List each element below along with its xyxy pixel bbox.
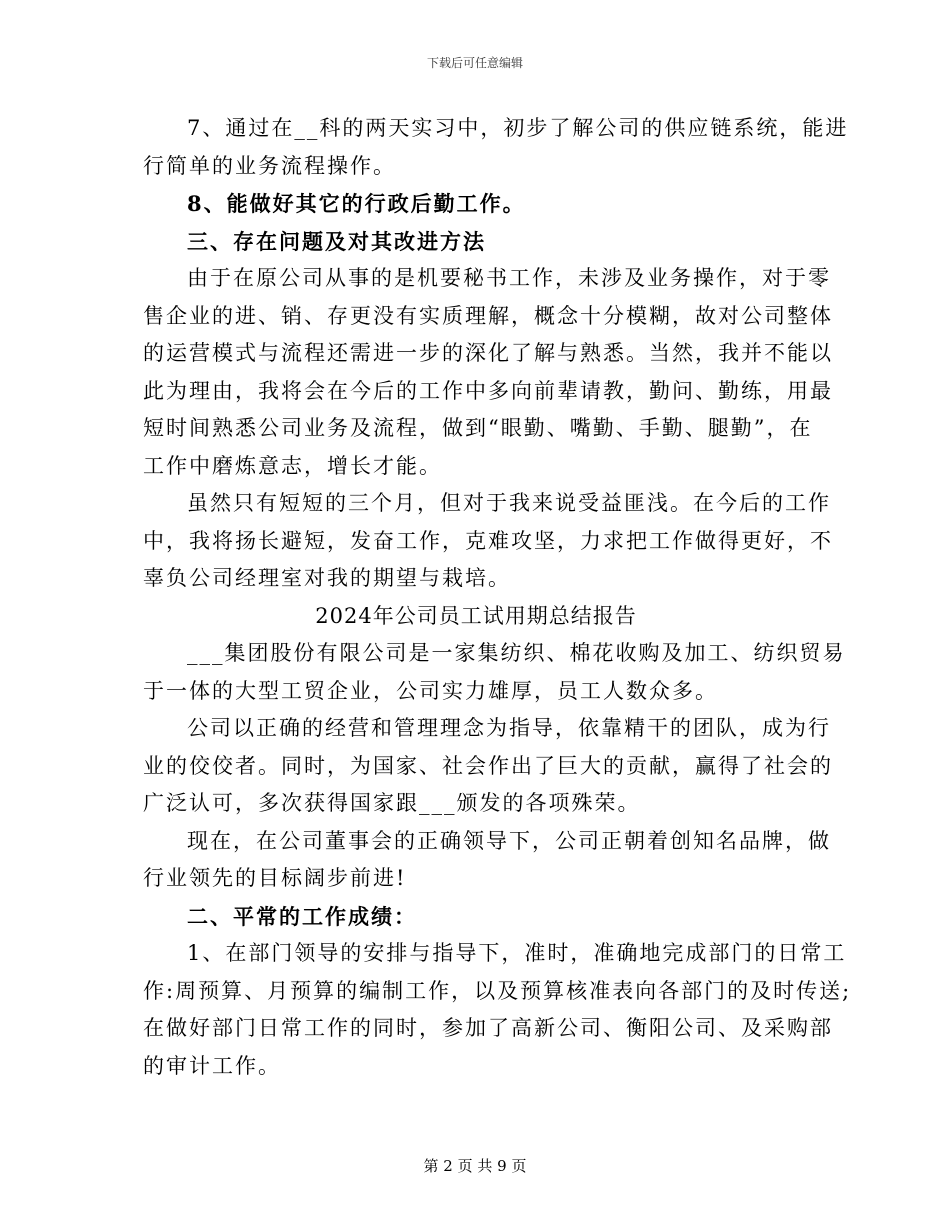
text-line: 售企业的进、销、存更没有实质理解，概念十分模糊，故对公司整体 (143, 303, 833, 328)
text-line: ___集团股份有限公司是一家集纺织、棉花收购及加工、纺织贸易 (187, 641, 846, 665)
text-line: 的审计工作。 (143, 1053, 281, 1078)
text-line: 行简单的业务流程操作。 (143, 153, 396, 178)
text-line: 7、通过在__科的两天实习中，初步了解公司的供应链系统，能进 (187, 116, 849, 140)
text-line: 作:周预算、月预算的编制工作，以及预算核准表向各部门的及时传送; (143, 978, 852, 1003)
text-line: 由于在原公司从事的是机要秘书工作，未涉及业务操作，对于零 (187, 266, 831, 290)
text-line: 此为理由，我将会在今后的工作中多向前辈请教，勤问、勤练，用最 (143, 378, 833, 403)
text-line: 中，我将扬长避短，发奋工作，克难攻坚，力求把工作做得更好，不 (143, 528, 833, 553)
text-line: 辜负公司经理室对我的期望与栽培。 (143, 566, 511, 590)
text-line: 广泛认可，多次获得国家跟___颁发的各项殊荣。 (143, 791, 641, 815)
page-number: 第 2 页 共 9 页 (423, 1157, 527, 1175)
text-line: 三、存在问题及对其改进方法 (187, 228, 486, 254)
text-line: 虽然只有短短的三个月，但对于我来说受益匪浅。在今后的工作 (187, 491, 831, 515)
text-line: 二、平常的工作成绩： (187, 903, 417, 929)
text-line: 于一体的大型工贸企业，公司实力雄厚，员工人数众多。 (143, 678, 718, 703)
document-body (143, 110, 852, 1085)
text-line: 的运营模式与流程还需进一步的深化了解与熟悉。当然，我并不能以 (143, 341, 833, 365)
text-line: 8、能做好其它的行政后勤工作。 (187, 191, 526, 216)
section-title: 2024年公司员工试用期总结报告 (315, 603, 637, 628)
text-line: 在做好部门日常工作的同时，参加了高新公司、衡阳公司、及采购部 (143, 1016, 833, 1040)
text-line: 1、在部门领导的安排与指导下，准时，准确地完成部门的日常工 (187, 941, 847, 965)
text-line: 短时间熟悉公司业务及流程，做到“眼勤、嘴勤、手勤、腿勤”，在 (143, 416, 813, 440)
text-line: 行业领先的目标阔步前进! (143, 866, 407, 890)
text-line: 现在，在公司董事会的正确领导下，公司正朝着创知名品牌，做 (187, 828, 831, 853)
text-line: 业的佼佼者。同时，为国家、社会作出了巨大的贡献，赢得了社会的 (143, 753, 833, 778)
text-line: 公司以正确的经营和管理理念为指导，依靠精干的团队，成为行 (187, 716, 831, 740)
header-note: 下载后可任意编辑 (426, 56, 523, 70)
text-line: 工作中磨炼意志，增长才能。 (143, 453, 442, 478)
